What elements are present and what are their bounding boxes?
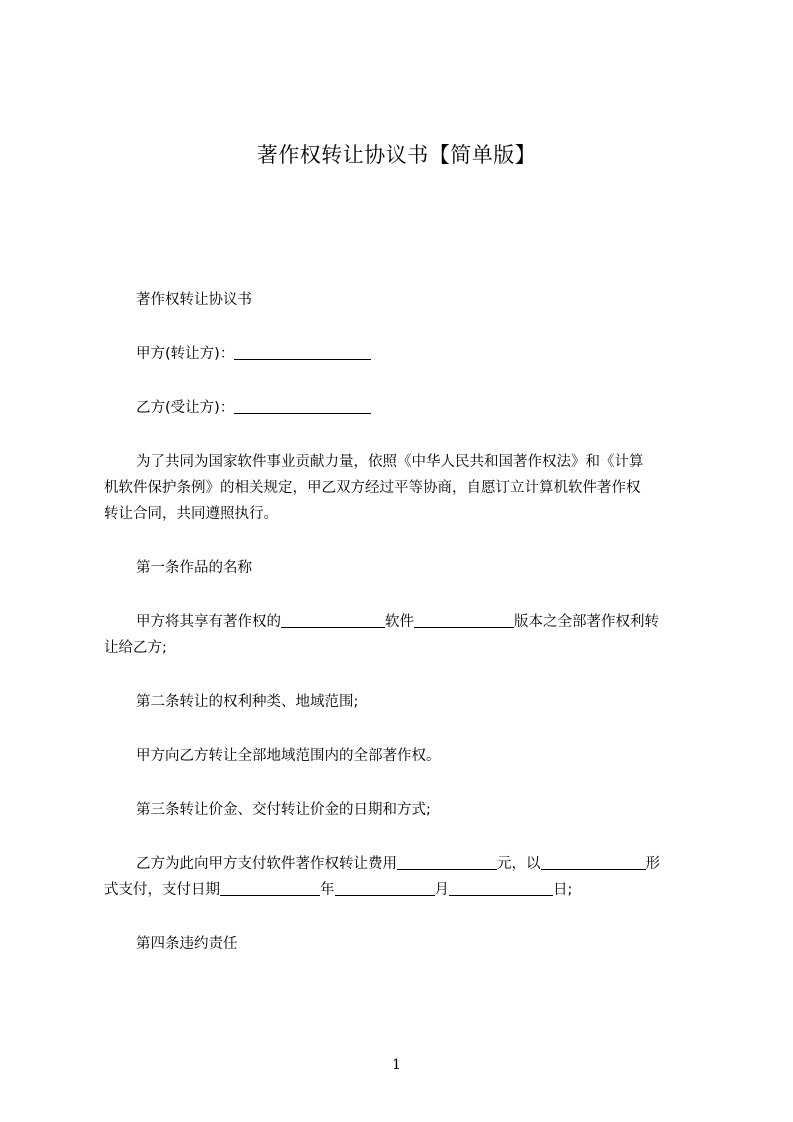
agreement-subtitle: 著作权转让协议书 xyxy=(136,292,252,308)
day-label: 日; xyxy=(553,882,573,898)
article-1-text-c: 版本之全部著作权利转 xyxy=(514,614,659,630)
article-1-line-1 xyxy=(104,609,736,635)
document-title: 著作权转让协议书【简单版】 xyxy=(256,143,537,167)
intro-line-3: 转让合同，共同遵照执行。 xyxy=(104,506,278,522)
payment-method-blank xyxy=(541,855,646,870)
article-1-line-2: 让给乙方; xyxy=(104,640,167,656)
party-b-label: 乙方(受让方)： xyxy=(136,400,235,416)
article-3-text-d: 式支付，支付日期 xyxy=(104,882,220,898)
article-3-title: 第三条转让价金、交付转让价金的日期和方式; xyxy=(136,802,431,818)
work-name-blank xyxy=(281,613,385,628)
article-3-text-c: 形 xyxy=(645,856,660,872)
party-b-blank xyxy=(234,399,371,414)
article-3-text-b: 元，以 xyxy=(497,856,541,872)
payment-year-blank xyxy=(220,881,320,896)
article-2-text: 甲方向乙方转让全部地域范围内的全部著作权。 xyxy=(136,748,441,764)
article-2-title: 第二条转让的权利种类、地域范围; xyxy=(136,694,359,710)
year-label: 年 xyxy=(320,882,335,898)
intro-line-2: 机软件保护条例》的相关规定，甲乙双方经过平等协商，自愿订立计算机软件著作权 xyxy=(104,480,641,496)
fee-amount-blank xyxy=(397,855,497,870)
party-a-line xyxy=(104,341,736,367)
article-4-title: 第四条违约责任 xyxy=(136,936,238,952)
page-number: 1 xyxy=(392,1057,401,1073)
party-a-blank xyxy=(234,345,371,360)
article-3-line-2 xyxy=(104,877,704,903)
article-3-line-1 xyxy=(104,851,736,877)
article-1-text-a: 甲方将其享有著作权的 xyxy=(136,614,281,630)
payment-month-blank xyxy=(335,881,435,896)
version-blank xyxy=(414,613,514,628)
intro-line-1: 为了共同为国家软件事业贡献力量，依照《中华人民共和国著作权法》和《计算 xyxy=(136,454,644,470)
article-3-text-a: 乙方为此向甲方支付软件著作权转让费用 xyxy=(136,856,397,872)
article-1-text-b: 软件 xyxy=(385,614,414,630)
month-label: 月 xyxy=(434,882,449,898)
payment-day-blank xyxy=(449,881,553,896)
article-1-title: 第一条作品的名称 xyxy=(136,560,252,576)
party-a-label: 甲方(转让方)： xyxy=(136,346,235,362)
party-b-line xyxy=(104,395,736,421)
